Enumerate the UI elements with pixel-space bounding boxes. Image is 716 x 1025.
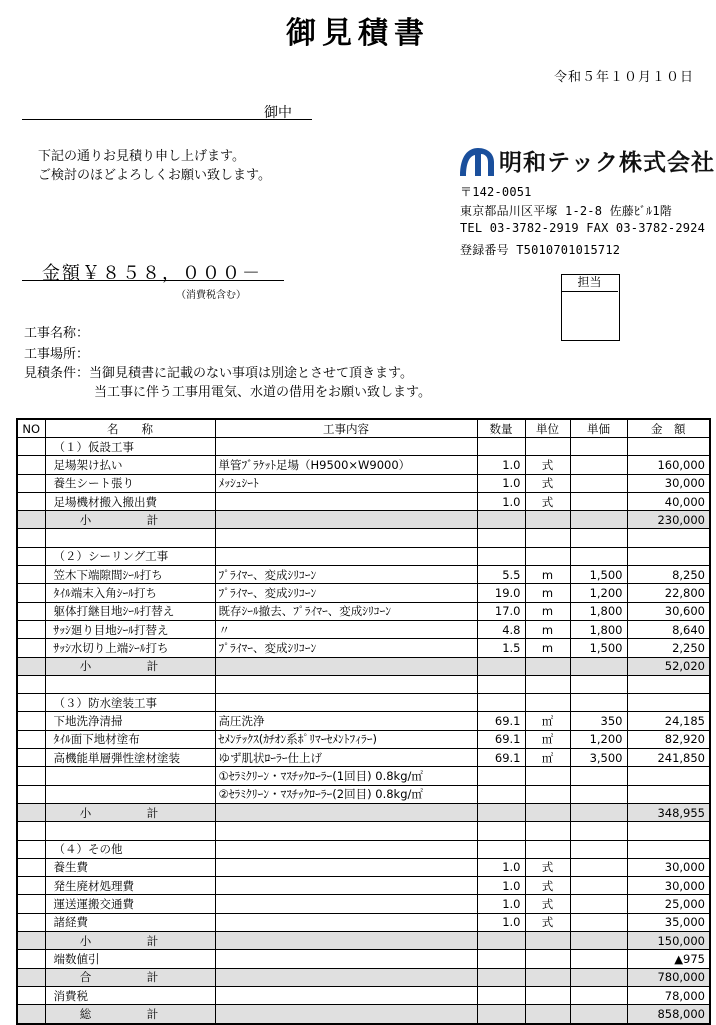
no-cell	[17, 492, 45, 510]
description-cell	[215, 932, 477, 950]
table-header-row	[17, 419, 710, 438]
quantity-cell: 5.5	[477, 566, 525, 584]
unit-cell	[525, 675, 570, 693]
amount-cell: 150,000	[627, 932, 710, 950]
stamp-label: 担当	[561, 274, 618, 292]
amount-cell: 2,250	[627, 639, 710, 657]
quantity-cell	[477, 932, 525, 950]
amount-cell	[627, 694, 710, 712]
company-address: 東京都品川区平塚 1-2-8 佐藤ﾋﾞﾙ1階	[460, 204, 672, 218]
description-cell	[215, 986, 477, 1004]
unit-cell: 式	[525, 895, 570, 913]
quantity-cell	[477, 767, 525, 785]
description-cell: ｾﾒﾝﾃｯｸｽ(ｶﾁｵﾝ系ﾎﾟﾘﾏｰｾﾒﾝﾄﾌｨﾗｰ)	[215, 730, 477, 748]
unit-price-cell	[570, 968, 627, 986]
unit-cell: ㎡	[525, 712, 570, 730]
quantity-cell	[477, 803, 525, 821]
no-cell	[17, 932, 45, 950]
name-cell: 小 計	[45, 511, 215, 529]
unit-price-cell	[570, 895, 627, 913]
no-cell	[17, 566, 45, 584]
name-cell: 笠木下端隙間ｼｰﾙ打ち	[45, 566, 215, 584]
unit-cell: m	[525, 620, 570, 638]
quantity-cell: 1.0	[477, 877, 525, 895]
amount-cell	[627, 438, 710, 456]
description-cell	[215, 657, 477, 675]
name-cell: 躯体打継目地ｼｰﾙ打替え	[45, 602, 215, 620]
quantity-cell	[477, 694, 525, 712]
unit-cell: 式	[525, 474, 570, 492]
quantity-cell	[477, 968, 525, 986]
unit-cell	[525, 950, 570, 968]
description-cell	[215, 547, 477, 565]
table-row	[17, 602, 710, 620]
description-cell	[215, 694, 477, 712]
unit-cell: ㎡	[525, 730, 570, 748]
name-cell: ｻｯｼ廻り目地ｼｰﾙ打替え	[45, 620, 215, 638]
table-row	[17, 767, 710, 785]
description-cell	[215, 877, 477, 895]
quantity-cell: 1.0	[477, 913, 525, 931]
no-cell	[17, 822, 45, 840]
description-cell	[215, 822, 477, 840]
amount-cell	[627, 822, 710, 840]
description-cell	[215, 803, 477, 821]
recipient-suffix: 御中	[264, 105, 292, 121]
unit-price-cell	[570, 877, 627, 895]
quantity-cell: 19.0	[477, 584, 525, 602]
description-cell: ②ｾﾗﾐｸﾘｰﾝ・ﾏｽﾁｯｸﾛｰﾗｰ(2回目) 0.8kg/㎡	[215, 785, 477, 803]
unit-cell: 式	[525, 492, 570, 510]
unit-price-cell: 350	[570, 712, 627, 730]
table-row	[17, 950, 710, 968]
name-cell	[45, 822, 215, 840]
unit-price-cell: 1,800	[570, 620, 627, 638]
amount-cell: 8,250	[627, 566, 710, 584]
table-row	[17, 986, 710, 1004]
quantity-cell	[477, 1005, 525, 1024]
unit-price-cell	[570, 913, 627, 931]
table-row	[17, 895, 710, 913]
amount-cell: 348,955	[627, 803, 710, 821]
header-unit: 単位	[525, 419, 570, 438]
no-cell	[17, 767, 45, 785]
recipient-underline	[22, 119, 312, 120]
unit-cell: 式	[525, 913, 570, 931]
table-row	[17, 785, 710, 803]
description-cell: ﾌﾟﾗｲﾏｰ、変成ｼﾘｺｰﾝ	[215, 584, 477, 602]
amount-cell: 30,600	[627, 602, 710, 620]
description-cell: ①ｾﾗﾐｸﾘｰﾝ・ﾏｽﾁｯｸﾛｰﾗｰ(1回目) 0.8kg/㎡	[215, 767, 477, 785]
name-cell: （３）防水塗装工事	[45, 694, 215, 712]
section-row	[17, 547, 710, 565]
unit-price-cell	[570, 657, 627, 675]
unit-cell	[525, 547, 570, 565]
no-cell	[17, 456, 45, 474]
name-cell: 足場架け払い	[45, 456, 215, 474]
total-amount: 金額￥８５８，０００－	[42, 263, 262, 284]
amount-cell: 22,800	[627, 584, 710, 602]
estimate-conditions-line-2: 当工事に伴う工事用電気、水道の借用をお願い致します。	[94, 385, 431, 400]
amount-cell: 30,000	[627, 858, 710, 876]
unit-price-cell	[570, 438, 627, 456]
unit-price-cell	[570, 803, 627, 821]
unit-price-cell	[570, 511, 627, 529]
table-row	[17, 474, 710, 492]
quantity-cell: 69.1	[477, 730, 525, 748]
amount-cell: 160,000	[627, 456, 710, 474]
unit-cell: m	[525, 639, 570, 657]
company-logo-icon	[458, 144, 496, 178]
description-cell: 単管ﾌﾞﾗｹｯﾄ足場（H9500×W9000）	[215, 456, 477, 474]
name-cell: 総 計	[45, 1005, 215, 1024]
unit-cell	[525, 767, 570, 785]
greeting-line-1: 下記の通りお見積り申し上げます。	[38, 149, 245, 164]
amount-cell	[627, 840, 710, 858]
document-title: 御見積書	[286, 16, 430, 51]
amount-cell: 30,000	[627, 877, 710, 895]
no-cell	[17, 657, 45, 675]
name-cell: 発生廃材処理費	[45, 877, 215, 895]
name-cell	[45, 529, 215, 547]
unit-cell	[525, 694, 570, 712]
unit-cell	[525, 529, 570, 547]
amount-cell: 25,000	[627, 895, 710, 913]
amount-cell	[627, 529, 710, 547]
no-cell	[17, 511, 45, 529]
unit-price-cell	[570, 785, 627, 803]
quantity-cell	[477, 529, 525, 547]
amount-cell	[627, 547, 710, 565]
unit-cell: 式	[525, 858, 570, 876]
amount-cell: 82,920	[627, 730, 710, 748]
amount-underline	[22, 280, 284, 281]
unit-cell	[525, 840, 570, 858]
subtotal-row	[17, 803, 710, 821]
unit-cell	[525, 1005, 570, 1024]
amount-cell: 35,000	[627, 913, 710, 931]
unit-price-cell	[570, 694, 627, 712]
amount-cell: 24,185	[627, 712, 710, 730]
subtotal-row	[17, 657, 710, 675]
description-cell	[215, 492, 477, 510]
description-cell: 既存ｼｰﾙ撤去、ﾌﾟﾗｲﾏｰ、変成ｼﾘｺｰﾝ	[215, 602, 477, 620]
quantity-cell: 1.0	[477, 492, 525, 510]
no-cell	[17, 877, 45, 895]
no-cell	[17, 986, 45, 1004]
quantity-cell: 17.0	[477, 602, 525, 620]
company-registration: 登録番号 T5010701015712	[460, 243, 621, 257]
description-cell	[215, 858, 477, 876]
quantity-cell	[477, 675, 525, 693]
unit-price-cell: 1,200	[570, 730, 627, 748]
unit-price-cell	[570, 932, 627, 950]
unit-cell	[525, 822, 570, 840]
description-cell	[215, 675, 477, 693]
description-cell: ﾌﾟﾗｲﾏｰ、変成ｼﾘｺｰﾝ	[215, 566, 477, 584]
amount-cell	[627, 785, 710, 803]
unit-price-cell: 1,500	[570, 566, 627, 584]
name-cell	[45, 675, 215, 693]
blank-row	[17, 529, 710, 547]
quantity-cell: 1.0	[477, 456, 525, 474]
name-cell: （１）仮設工事	[45, 438, 215, 456]
table-row	[17, 639, 710, 657]
table-row	[17, 877, 710, 895]
document-date: 令和５年１０月１０日	[553, 70, 694, 85]
name-cell: 消費税	[45, 986, 215, 1004]
unit-cell: m	[525, 602, 570, 620]
description-cell	[215, 1005, 477, 1024]
no-cell	[17, 895, 45, 913]
unit-cell	[525, 932, 570, 950]
header-unit-price: 単価	[570, 419, 627, 438]
unit-price-cell	[570, 1005, 627, 1024]
header-no: NO	[17, 419, 45, 438]
unit-cell	[525, 968, 570, 986]
unit-cell	[525, 986, 570, 1004]
unit-price-cell	[570, 858, 627, 876]
name-cell: 高機能単層弾性塗材塗装	[45, 749, 215, 767]
name-cell	[45, 785, 215, 803]
header-name: 名 称	[45, 419, 215, 438]
unit-price-cell	[570, 492, 627, 510]
section-row	[17, 438, 710, 456]
no-cell	[17, 675, 45, 693]
section-row	[17, 840, 710, 858]
quantity-cell	[477, 785, 525, 803]
description-cell: ﾌﾟﾗｲﾏｰ、変成ｼﾘｺｰﾝ	[215, 639, 477, 657]
quantity-cell	[477, 438, 525, 456]
unit-cell: 式	[525, 877, 570, 895]
quantity-cell: 69.1	[477, 749, 525, 767]
section-row	[17, 694, 710, 712]
description-cell: ゆず肌状ﾛｰﾗｰ仕上げ	[215, 749, 477, 767]
quantity-cell	[477, 822, 525, 840]
no-cell	[17, 950, 45, 968]
unit-price-cell	[570, 529, 627, 547]
unit-price-cell	[570, 474, 627, 492]
unit-price-cell	[570, 986, 627, 1004]
no-cell	[17, 474, 45, 492]
subtotal-row	[17, 932, 710, 950]
name-cell: 足場機材搬入搬出費	[45, 492, 215, 510]
unit-cell: ㎡	[525, 749, 570, 767]
table-row	[17, 620, 710, 638]
quantity-cell	[477, 950, 525, 968]
no-cell	[17, 1005, 45, 1024]
unit-price-cell: 1,200	[570, 584, 627, 602]
project-site-label: 工事場所：	[24, 347, 90, 362]
description-cell	[215, 913, 477, 931]
description-cell	[215, 529, 477, 547]
no-cell	[17, 730, 45, 748]
no-cell	[17, 694, 45, 712]
no-cell	[17, 584, 45, 602]
no-cell	[17, 712, 45, 730]
greeting-line-2: ご検討のほどよろしくお願い致します。	[38, 168, 271, 183]
subtotal-row	[17, 1005, 710, 1024]
unit-cell	[525, 803, 570, 821]
estimate-conditions: 見積条件：当御見積書に記載のない事項は別途とさせて頂きます。	[24, 366, 413, 381]
name-cell: （４）その他	[45, 840, 215, 858]
name-cell: 運送運搬交通費	[45, 895, 215, 913]
company-zip: 〒142-0051	[460, 185, 532, 199]
amount-cell: 78,000	[627, 986, 710, 1004]
quantity-cell	[477, 547, 525, 565]
amount-cell: 40,000	[627, 492, 710, 510]
description-cell	[215, 968, 477, 986]
header-description: 工事内容	[215, 419, 477, 438]
quantity-cell	[477, 840, 525, 858]
unit-price-cell: 1,500	[570, 639, 627, 657]
no-cell	[17, 749, 45, 767]
amount-cell: 8,640	[627, 620, 710, 638]
unit-cell	[525, 511, 570, 529]
no-cell	[17, 913, 45, 931]
amount-cell: 230,000	[627, 511, 710, 529]
no-cell	[17, 803, 45, 821]
name-cell: （２）シーリング工事	[45, 547, 215, 565]
amount-cell: ▲975	[627, 950, 710, 968]
amount-cell: 30,000	[627, 474, 710, 492]
amount-cell	[627, 767, 710, 785]
name-cell: ｻｯｼ水切り上端ｼｰﾙ打ち	[45, 639, 215, 657]
quantity-cell	[477, 657, 525, 675]
name-cell: 小 計	[45, 932, 215, 950]
unit-cell: m	[525, 584, 570, 602]
company-phone-fax: TEL 03-3782-2919 FAX 03-3782-2924	[460, 221, 706, 235]
name-cell: 下地洗浄清掃	[45, 712, 215, 730]
quantity-cell: 1.0	[477, 858, 525, 876]
name-cell	[45, 767, 215, 785]
no-cell	[17, 968, 45, 986]
unit-price-cell	[570, 547, 627, 565]
quantity-cell	[477, 511, 525, 529]
unit-cell: m	[525, 566, 570, 584]
unit-price-cell: 3,500	[570, 749, 627, 767]
table-row	[17, 749, 710, 767]
name-cell: 養生シート張り	[45, 474, 215, 492]
name-cell: ﾀｲﾙ面下地材塗布	[45, 730, 215, 748]
amount-cell: 52,020	[627, 657, 710, 675]
quantity-cell: 1.0	[477, 474, 525, 492]
table-row	[17, 730, 710, 748]
blank-row	[17, 675, 710, 693]
name-cell: ﾀｲﾙ端末入角ｼｰﾙ打ち	[45, 584, 215, 602]
name-cell: 小 計	[45, 657, 215, 675]
description-cell	[215, 840, 477, 858]
amount-cell: 241,850	[627, 749, 710, 767]
blank-row	[17, 822, 710, 840]
unit-price-cell	[570, 840, 627, 858]
quantity-cell: 1.5	[477, 639, 525, 657]
description-cell: 〃	[215, 620, 477, 638]
no-cell	[17, 438, 45, 456]
description-cell	[215, 950, 477, 968]
quantity-cell	[477, 986, 525, 1004]
unit-price-cell	[570, 675, 627, 693]
quantity-cell: 1.0	[477, 895, 525, 913]
unit-price-cell	[570, 767, 627, 785]
estimate-table	[16, 418, 711, 1025]
table-row	[17, 858, 710, 876]
table-row	[17, 456, 710, 474]
no-cell	[17, 602, 45, 620]
table-row	[17, 913, 710, 931]
table-row	[17, 712, 710, 730]
description-cell	[215, 895, 477, 913]
table-row	[17, 492, 710, 510]
unit-price-cell	[570, 950, 627, 968]
table-row	[17, 584, 710, 602]
table-row	[17, 566, 710, 584]
header-quantity: 数量	[477, 419, 525, 438]
unit-cell	[525, 657, 570, 675]
quantity-cell: 4.8	[477, 620, 525, 638]
name-cell: 諸経費	[45, 913, 215, 931]
subtotal-row	[17, 511, 710, 529]
no-cell	[17, 858, 45, 876]
name-cell: 養生費	[45, 858, 215, 876]
no-cell	[17, 547, 45, 565]
project-name-label: 工事名称：	[24, 326, 90, 341]
subtotal-row	[17, 968, 710, 986]
quantity-cell: 69.1	[477, 712, 525, 730]
unit-price-cell	[570, 822, 627, 840]
amount-cell: 780,000	[627, 968, 710, 986]
unit-price-cell: 1,800	[570, 602, 627, 620]
unit-cell	[525, 438, 570, 456]
company-name: 明和テック株式会社	[499, 150, 715, 176]
description-cell	[215, 511, 477, 529]
no-cell	[17, 529, 45, 547]
name-cell: 端数値引	[45, 950, 215, 968]
no-cell	[17, 620, 45, 638]
tax-note: （消費税含む）	[176, 290, 246, 301]
no-cell	[17, 785, 45, 803]
name-cell: 合 計	[45, 968, 215, 986]
description-cell: 高圧洗浄	[215, 712, 477, 730]
no-cell	[17, 639, 45, 657]
amount-cell	[627, 675, 710, 693]
description-cell	[215, 438, 477, 456]
no-cell	[17, 840, 45, 858]
header-amount: 金 額	[627, 419, 710, 438]
unit-cell: 式	[525, 456, 570, 474]
name-cell: 小 計	[45, 803, 215, 821]
unit-cell	[525, 785, 570, 803]
amount-cell: 858,000	[627, 1005, 710, 1024]
description-cell: ﾒｯｼｭｼｰﾄ	[215, 474, 477, 492]
unit-price-cell	[570, 456, 627, 474]
